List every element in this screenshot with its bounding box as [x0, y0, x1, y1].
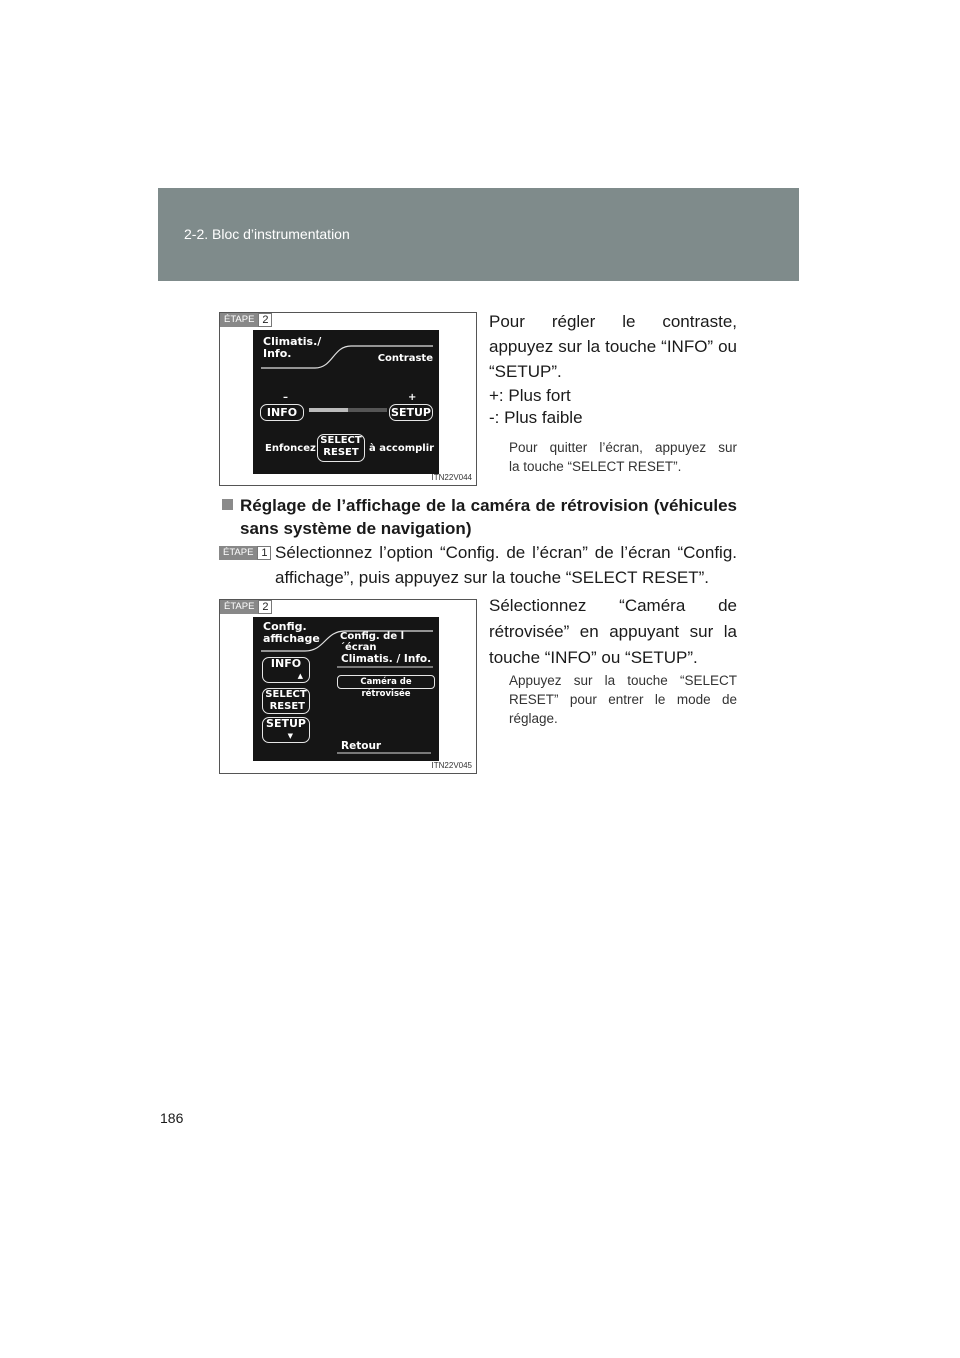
up-arrow-icon: ▲	[297, 672, 303, 680]
step1-badge: ÉTAPE 1	[219, 546, 271, 560]
figure-contrast	[219, 312, 477, 486]
down-arrow-icon: ▼	[287, 732, 293, 740]
select-reset-button[interactable]: SELECT RESET	[317, 434, 365, 462]
title-left: Climatis./ Info.	[263, 335, 322, 360]
select-reset-button[interactable]: SELECT RESET	[262, 688, 310, 714]
heading-bullet	[222, 499, 233, 510]
step-badge: ÉTAPE 2	[220, 313, 272, 327]
plus-sign: +	[408, 392, 417, 403]
display-screen	[253, 330, 439, 474]
menu-item-climatis[interactable]: Climatis. / Info.	[341, 653, 432, 665]
figure-code: ITN22V044	[431, 473, 472, 482]
section-title: 2-2. Bloc d’instrumentation	[184, 226, 350, 242]
section-header	[158, 188, 799, 281]
step1-text-cont: affichage”, puis appuyez sur la touche “SELECT RESET”.	[275, 568, 710, 587]
step1-text: Sélectionnez l’option “Config. de l’écran” de l’écran “Config.	[275, 543, 737, 562]
minus-desc: -: Plus faible	[489, 408, 583, 427]
section-heading: Réglage de l’affichage de la caméra de rétrovision (véhicules sans système de navigation)	[240, 496, 737, 538]
figure-camera	[219, 599, 477, 774]
display-screen	[253, 617, 439, 761]
setup-button[interactable]: SETUP ▼	[262, 717, 310, 743]
contrast-bar-fill	[309, 408, 348, 412]
figure-code: ITN22V045	[431, 761, 472, 770]
accomplish-label: à accomplir	[369, 443, 435, 454]
note-quit: Pour quitter l’écran, appuyez sur la touche “SELECT RESET”.	[509, 440, 737, 474]
note-enter: Appuyez sur la touche “SELECT RESET” pour entrer le mode de réglage.	[509, 673, 737, 726]
title-left: Config. affichage	[263, 620, 320, 645]
menu-item-camera[interactable]: Caméra de rétrovisée	[337, 675, 435, 689]
title-right: Contraste	[377, 353, 433, 364]
step-badge: ÉTAPE 2	[220, 600, 272, 614]
paragraph-contrast: Pour régler le contraste, appuyez sur la touche “INFO” ou “SETUP”.	[489, 312, 737, 381]
info-button[interactable]: INFO ▲	[262, 657, 310, 683]
menu-item-retour[interactable]: Retour	[341, 740, 382, 752]
info-button[interactable]: INFO	[260, 404, 304, 421]
page-number: 186	[160, 1110, 184, 1126]
minus-sign: –	[283, 392, 288, 403]
plus-desc: +: Plus fort	[489, 386, 571, 405]
setup-button[interactable]: SETUP	[389, 404, 433, 421]
title-right: Config. de l´écran	[340, 631, 405, 653]
paragraph-camera: Sélectionnez “Caméra de rétrovisée” en appuyant sur la touche “INFO” ou “SETUP”.	[489, 596, 737, 667]
press-label: Enfoncez	[265, 443, 316, 454]
